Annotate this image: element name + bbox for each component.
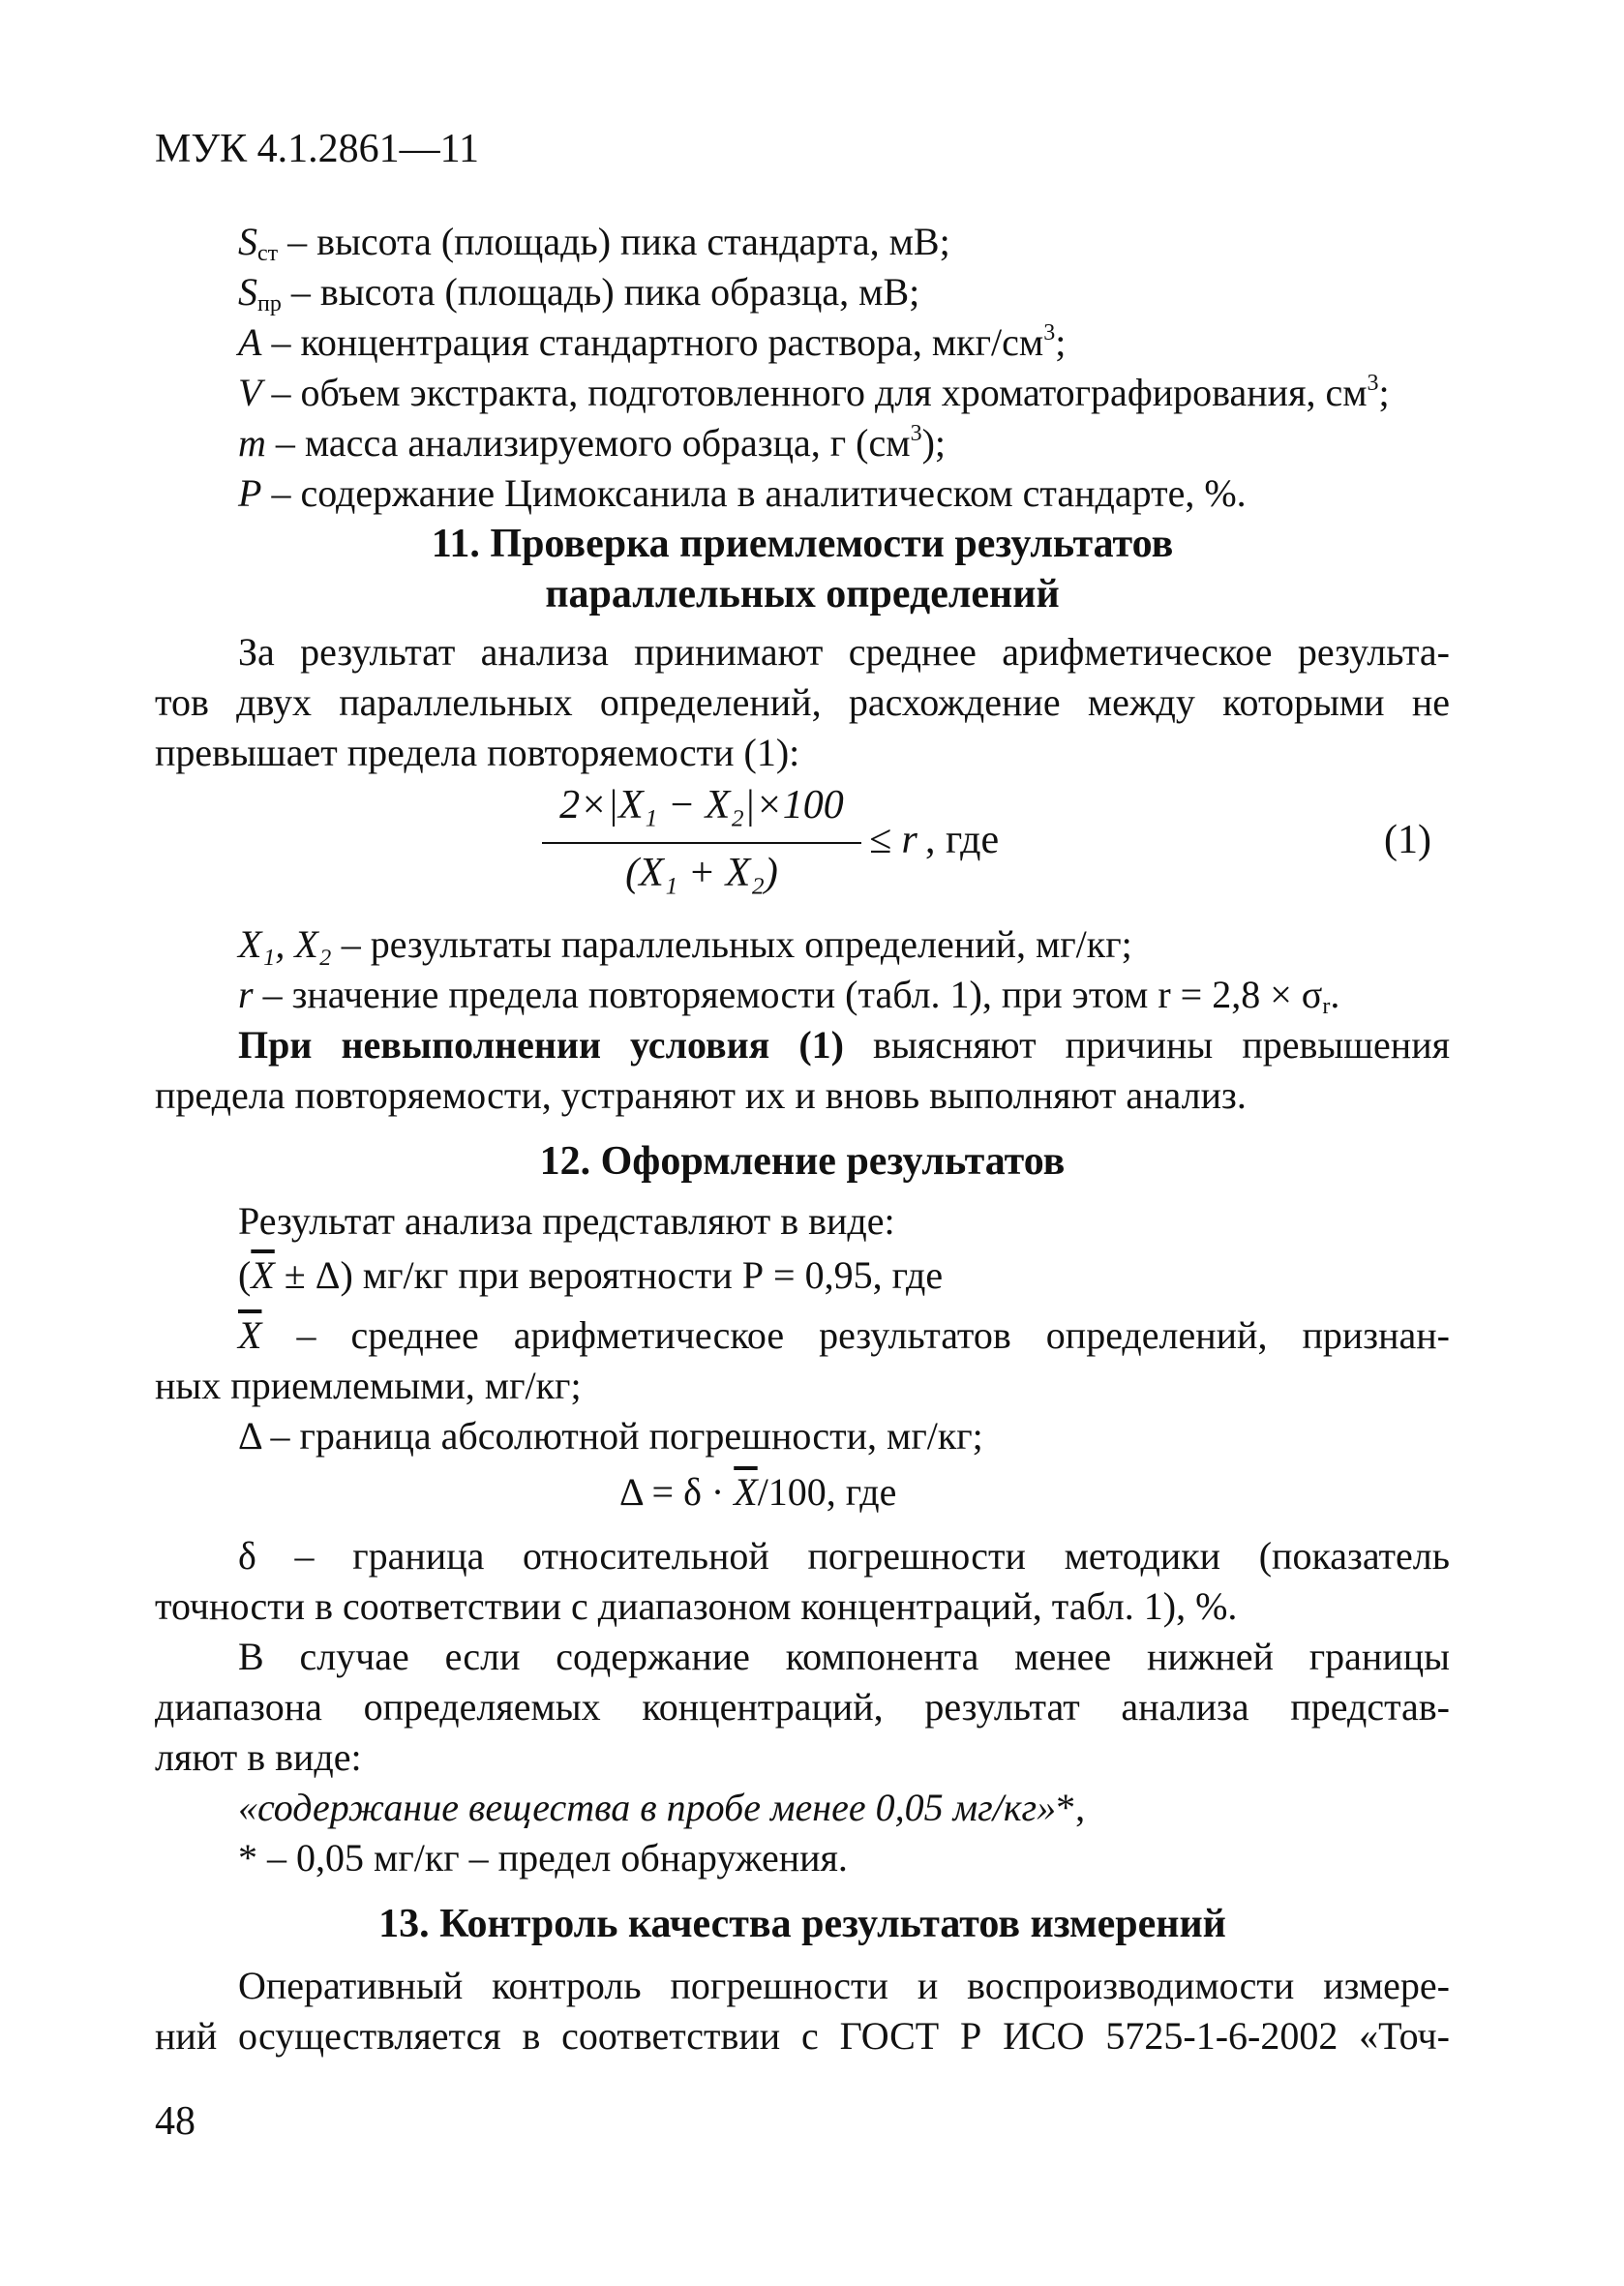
- section-12-title: 12. Оформление результатов: [539, 1139, 1066, 1184]
- definition-s-pr: $S_{пр}$ – высота (площадь) пика образца, мВ;: [238, 270, 920, 316]
- condition-line-2: предела повторяемости, устраняют их и вновь выполняют анализ.: [155, 1073, 1247, 1117]
- section-11-title-line-2: параллельных определений: [545, 572, 1060, 617]
- section-13-line-2: ний осуществляется в соответствии с ГОСТ Р ИСО 5725-1-6-2002 «Точ-: [155, 2014, 1450, 2058]
- definition-r: r – значение предела повторяемости (табл. 1), при этом $r = 2,8 \times \sigma_r$.: [238, 973, 1340, 1019]
- section-13-line-1: Оперативный контроль погрешности и воспроизводимости измере-: [238, 1964, 1450, 2007]
- section-12-line-9: диапазона определяемых концентраций, результат анализа представ-: [155, 1685, 1450, 1729]
- section-12-line-8: В случае если содержание компонента менее нижней границы: [238, 1635, 1450, 1678]
- definition-a: A – концентрация стандартного раствора, мкг/$см^3$;: [238, 320, 1067, 364]
- formula-1: [542, 782, 1490, 908]
- section-12-line-11: «содержание вещества в пробе менее 0,05 мг/кг»*,: [238, 1786, 1086, 1829]
- section-12-line-5: Δ – граница абсолютной погрешности, мг/кг;: [238, 1414, 983, 1458]
- definition-s-st: $S_{ст}$ – высота (площадь) пика стандарта, мВ;: [238, 220, 950, 266]
- section-12-line-4: ных приемлемыми, мг/кг;: [155, 1364, 582, 1407]
- formula-number: (1): [1384, 818, 1431, 862]
- delta-formula: $\Delta = \delta \cdot \overline{X}/100$, где: [619, 1470, 897, 1514]
- document-code: МУК 4.1.2861—11: [155, 127, 480, 171]
- section-12-line-10: ляют в виде:: [155, 1735, 362, 1779]
- definition-p: P – содержание Цимоксанила в аналитическом стандарте, %.: [238, 471, 1247, 515]
- definition-v: V – объем экстракта, подготовленного для хроматографирования, $см^3$;: [238, 371, 1390, 414]
- section-11-para-line-3: превышает предела повторяемости (1):: [155, 731, 800, 774]
- section-12-line-12: * – 0,05 мг/кг – предел обнаружения.: [238, 1836, 848, 1880]
- section-11-title-line-1: 11. Проверка приемлемости результатов: [431, 522, 1174, 566]
- section-12-line-3: $\overline{X}$ – среднее арифметическое результатов определений, признан-: [238, 1313, 1450, 1357]
- section-12-line-1: Результат анализа представляют в виде:: [238, 1199, 895, 1243]
- section-13-title: 13. Контроль качества результатов измерений: [378, 1902, 1226, 1946]
- condition-line-1: При невыполнении условия (1) выясняют причины превышения: [238, 1023, 1451, 1067]
- page-number: 48: [155, 2099, 195, 2144]
- section-11-para-line-1: За результат анализа принимают среднее арифметическое результа-: [238, 630, 1450, 674]
- formula-numerator: 2×|X₁ − X₂|×100: [559, 783, 844, 827]
- section-12-line-6: δ – граница относительной погрешности методики (показатель: [238, 1534, 1450, 1578]
- formula-fraction-bar: [542, 842, 861, 844]
- section-11-para-line-2: тов двух параллельных определений, расхождение между которыми не: [155, 680, 1450, 724]
- section-12-line-2: $(\overline{X} \pm \Delta)$ мг/кг при вероятности Р = 0,95, где: [238, 1253, 944, 1297]
- formula-denominator: (X₁ + X₂): [625, 851, 778, 895]
- definition-x1-x2: X₁, X₂ – результаты параллельных определений, мг/кг;: [238, 922, 1132, 966]
- section-12-line-7: точности в соответствии с диапазоном концентраций, табл. 1), %.: [155, 1584, 1238, 1628]
- formula-relation: ≤ r: [869, 818, 917, 862]
- definition-m: m – масса анализируемого образца, г $(см^3)$;: [238, 421, 946, 465]
- formula-tail: , где: [925, 818, 1000, 862]
